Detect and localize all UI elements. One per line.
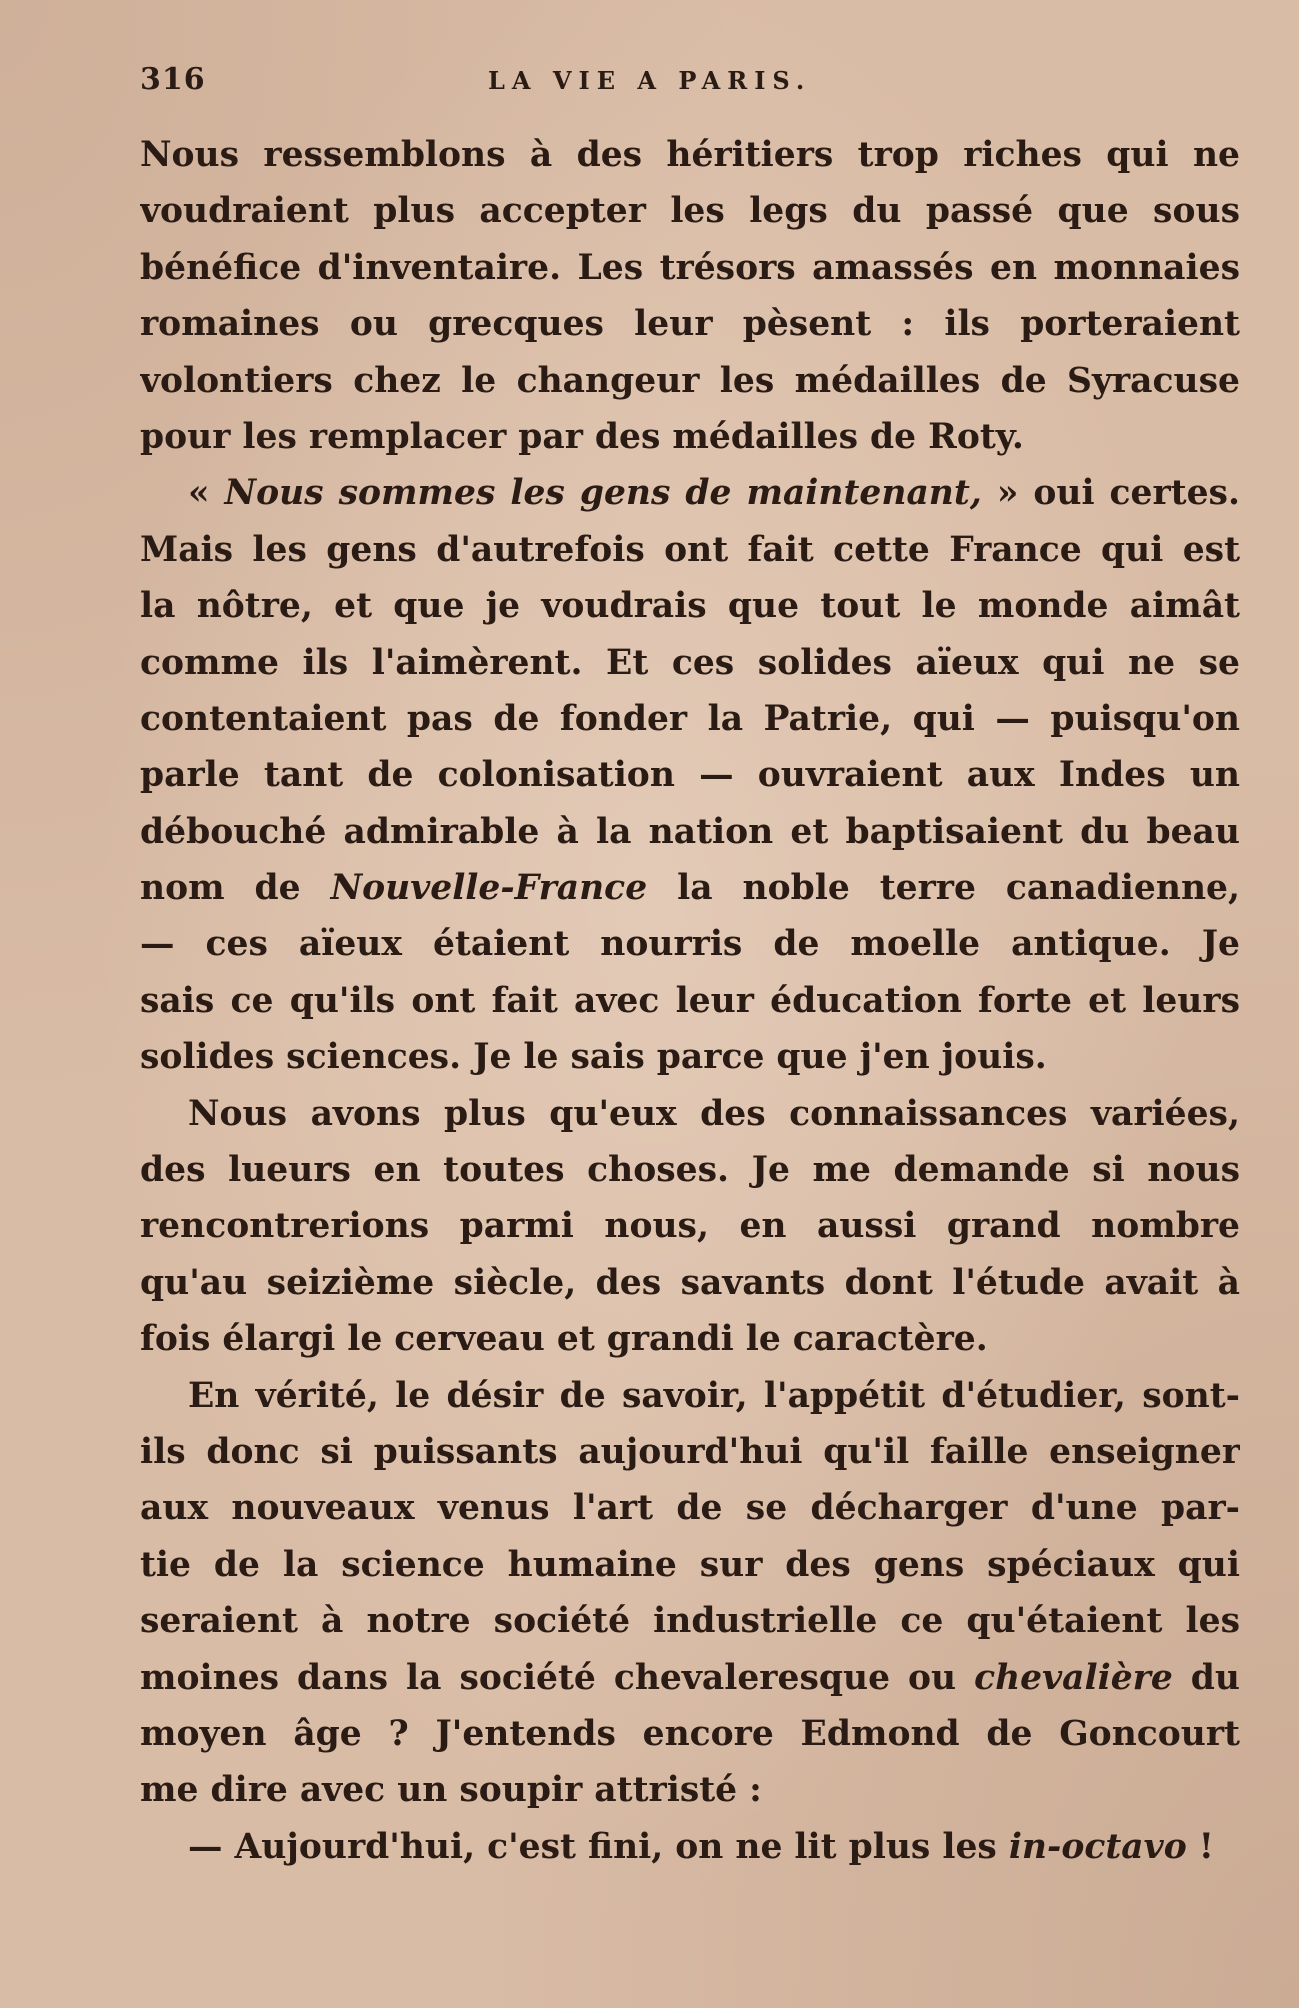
text-line: rencontrerions parmi nous, en aussi grand nombre — [140, 1206, 1240, 1247]
text-line: fois élargi le cerveau et grandi le caractère. — [140, 1319, 988, 1360]
text-line: pour les remplacer par des médailles de Roty. — [140, 416, 1024, 457]
running-head — [140, 62, 1240, 102]
text-line: contentaient pas de fonder la Patrie, qui — puisqu'on — [140, 698, 1240, 739]
text-line — [140, 465, 1240, 521]
text-line: parle tant de colonisation — ouvraient aux Indes un — [140, 755, 1240, 796]
text-line — [140, 1819, 1240, 1875]
text-line: solides sciences. Je le sais parce que j'en jouis. — [140, 1037, 1047, 1078]
text-line: Nous ressemblons à des héritiers trop riches qui ne — [140, 135, 1240, 175]
text-line: ils donc si puissants aujourd'hui qu'il faille enseigner — [140, 1431, 1240, 1472]
page-number: 316 — [140, 62, 206, 97]
text-line: qu'au seizième siècle, des savants dont l'étude avait à — [140, 1262, 1240, 1303]
text-line: En vérité, le désir de savoir, l'appétit d'étudier, sont- — [188, 1375, 1240, 1416]
text-line: débouché admirable à la nation et baptisaient du beau — [140, 811, 1240, 852]
text-span: » oui certes. — [981, 473, 1240, 514]
text-line: Nous avons plus qu'eux des connaissances variées, — [188, 1093, 1240, 1134]
italic-term: Nouvelle-France — [330, 868, 648, 909]
text-line: me dire avec un soupir attristé : — [140, 1770, 762, 1811]
text-line: aux nouveaux venus l'art de se décharger d'une par- — [140, 1488, 1240, 1529]
text-line: voudraient plus accepter les legs du passé que sous — [140, 191, 1240, 232]
text-span: du — [1172, 1657, 1240, 1698]
text-line: la nôtre, et que je voudrais que tout le monde aimât — [140, 586, 1240, 627]
text-span: nom de — [140, 868, 331, 909]
text-span: moines dans la société chevaleresque ou — [140, 1657, 975, 1698]
text-line: sais ce qu'ils ont fait avec leur éducation forte et leurs — [140, 980, 1240, 1021]
body-text — [140, 127, 1240, 1875]
text-line: moyen âge ? J'entends encore Edmond de Goncourt — [140, 1713, 1240, 1754]
text-line: Mais les gens d'autrefois ont fait cette France qui est — [140, 529, 1240, 570]
text-line: romaines ou grecques leur pèsent : ils porteraient — [140, 304, 1240, 345]
text-line: — ces aïeux étaient nourris de moelle antique. Je — [140, 924, 1240, 965]
text-line: bénéfice d'inventaire. Les trésors amassés en monnaies — [140, 247, 1240, 288]
text-span: « — [188, 473, 225, 514]
text-span: ! — [1186, 1826, 1214, 1867]
text-line — [140, 860, 1240, 916]
text-line — [140, 1650, 1240, 1706]
text-line: des lueurs en toutes choses. Je me demande si nous — [140, 1150, 1240, 1191]
italic-quote: Nous sommes les gens de maintenant, — [224, 473, 982, 514]
italic-term: chevalière — [974, 1657, 1173, 1698]
text-line: volontiers chez le changeur les médailles de Syracuse — [140, 360, 1240, 401]
text-span: la noble terre canadienne, — [647, 868, 1240, 909]
text-line: seraient à notre société industrielle ce qu'étaient les — [140, 1601, 1240, 1642]
text-span: — Aujourd'hui, c'est fini, on ne lit plus les — [188, 1826, 1009, 1867]
running-title: LA VIE A PARIS. — [488, 66, 812, 95]
text-line: comme ils l'aimèrent. Et ces solides aïeux qui ne se — [140, 642, 1240, 683]
italic-term: in-octavo — [1008, 1826, 1187, 1867]
text-line: tie de la science humaine sur des gens spéciaux qui — [140, 1544, 1240, 1585]
